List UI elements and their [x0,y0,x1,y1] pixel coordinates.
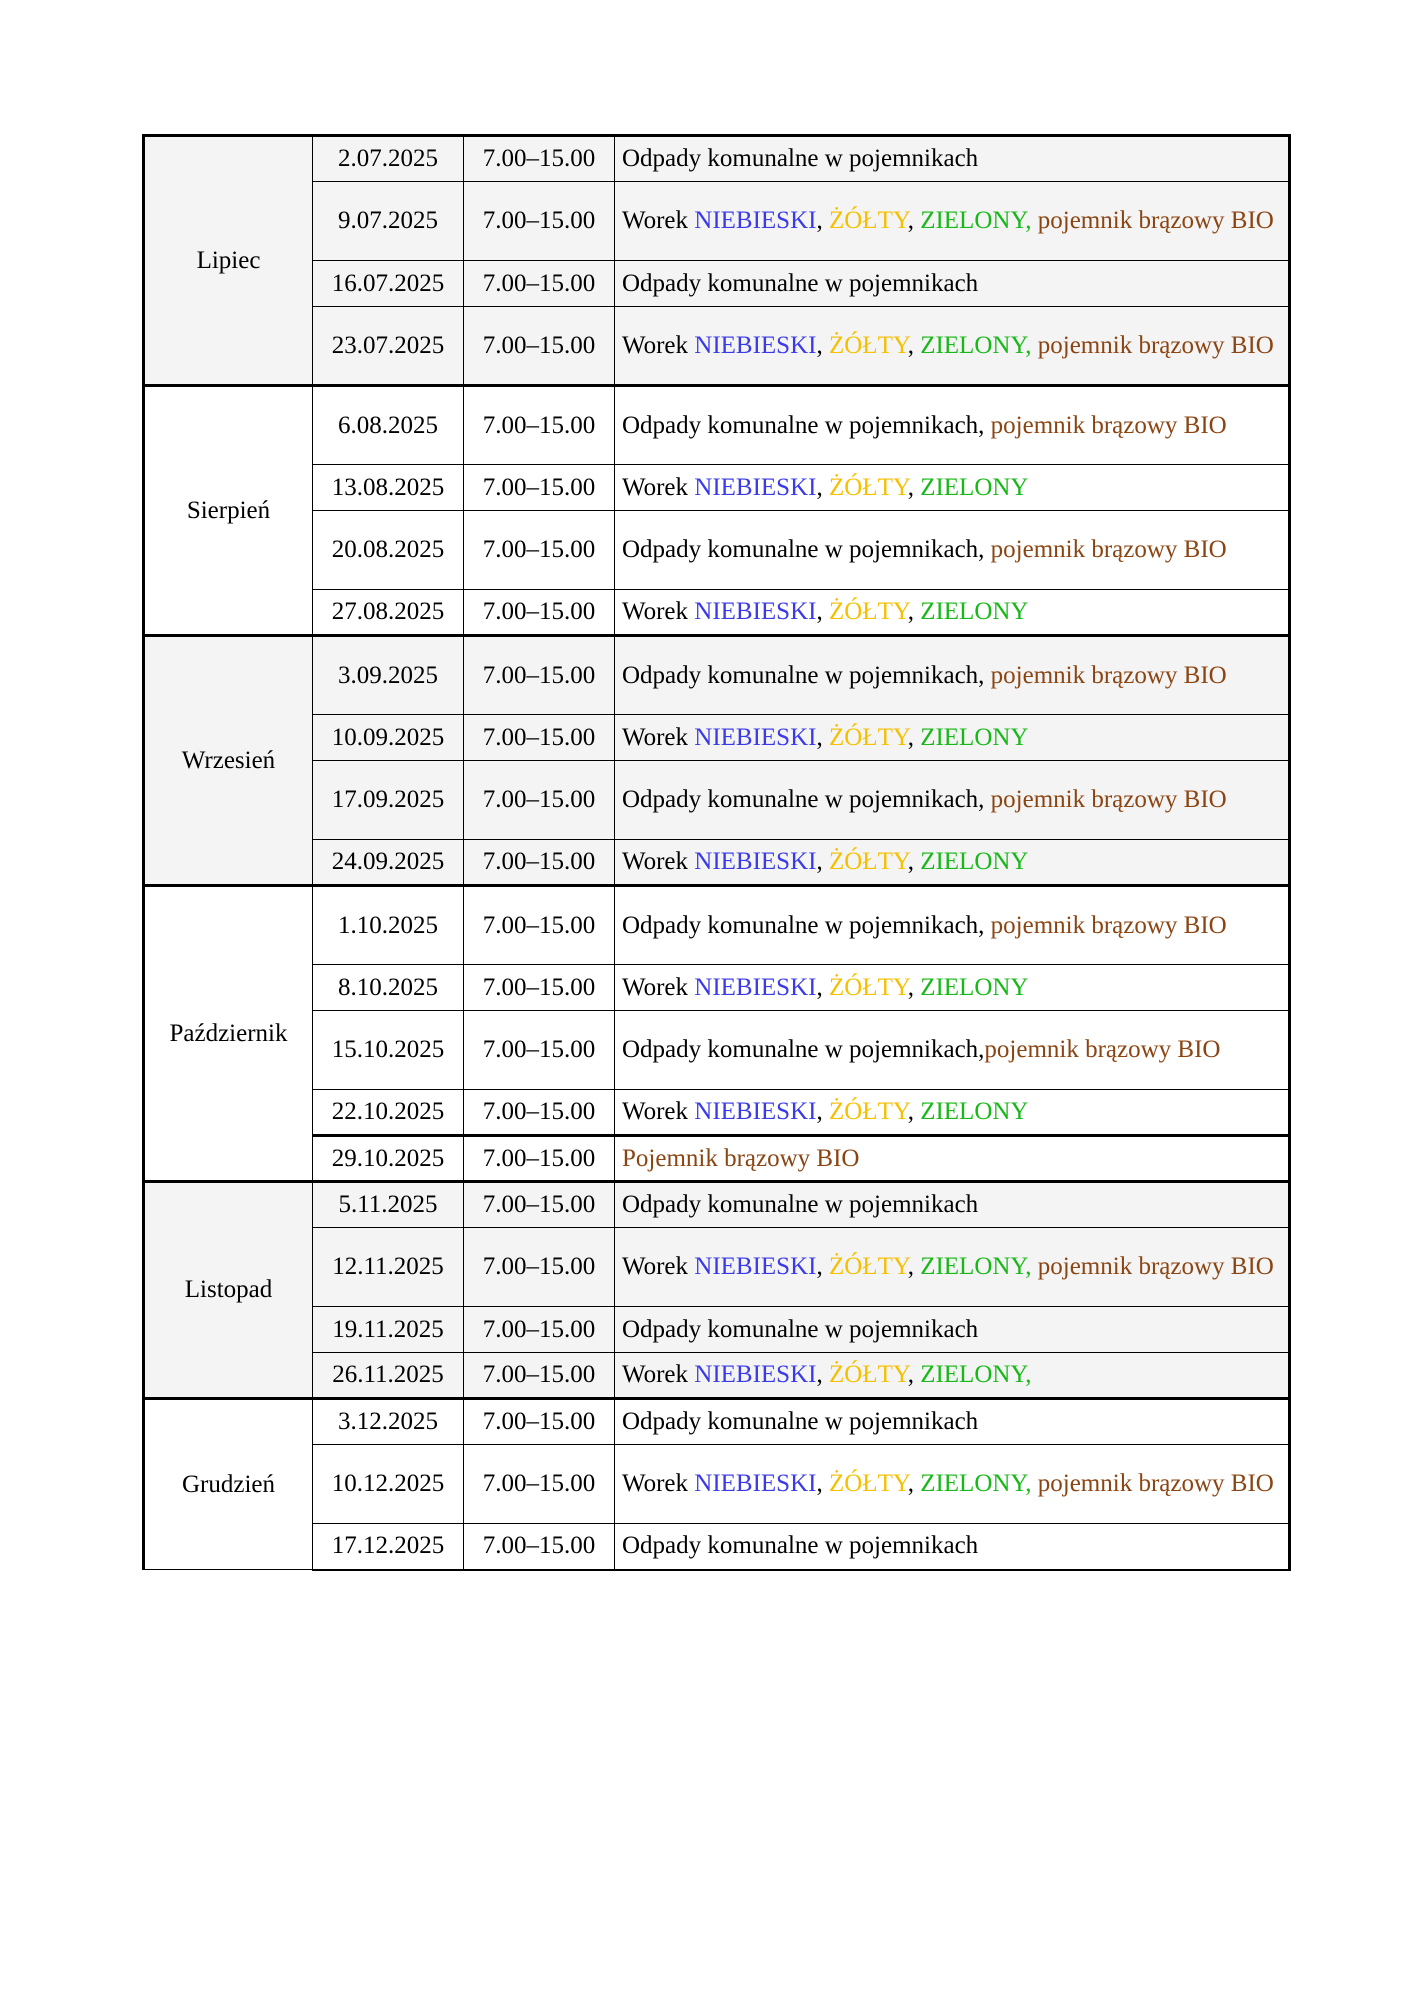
description-text: Worek [622,1253,695,1280]
month-group [144,636,1290,886]
waste-type-brazowy: pojemnik brązowy BIO [984,1036,1221,1063]
month-group [144,886,1290,1182]
description-text: , [816,331,829,359]
waste-type-niebieski: NIEBIESKI [694,848,817,875]
waste-type-żółty: ŻÓŁTY [828,473,908,501]
description-text: , [907,1253,921,1280]
collection-hours: 7.00–15.00 [464,1011,615,1090]
collection-date: 17.09.2025 [313,761,464,840]
waste-description [615,1090,1290,1136]
table-row [144,636,1290,715]
waste-type-niebieski: NIEBIESKI [694,1361,817,1388]
waste-description [615,1136,1290,1182]
description-text: Worek [622,973,695,1001]
waste-type-brazowy: Pojemnik brązowy BIO [622,1144,860,1172]
collection-schedule-table [142,134,1291,1571]
collection-hours: 7.00–15.00 [464,1090,615,1136]
description-text: Odpady komunalne w pojemnikach [622,1532,979,1560]
waste-type-niebieski: NIEBIESKI [694,973,817,1001]
collection-hours: 7.00–15.00 [464,1136,615,1182]
table-row [144,511,1290,590]
waste-type-zielony: ZIELONY [920,1098,1029,1125]
collection-date: 12.11.2025 [313,1228,464,1307]
waste-type-brazowy: pojemnik brązowy BIO [990,536,1227,563]
month-group [144,1182,1290,1399]
description-text: , [816,1361,829,1388]
month-group [144,1399,1290,1570]
table-row [144,1182,1290,1228]
description-text: , [816,1470,829,1497]
waste-description [615,1524,1290,1570]
collection-date: 10.09.2025 [313,715,464,761]
collection-hours: 7.00–15.00 [464,182,615,261]
collection-hours: 7.00–15.00 [464,840,615,886]
waste-type-niebieski: NIEBIESKI [694,598,817,625]
waste-type-brazowy: pojemnik brązowy BIO [1031,331,1274,359]
description-text: , [816,207,829,234]
waste-description [615,636,1290,715]
table-row [144,182,1290,261]
description-text: Odpady komunalne w pojemnikach [622,269,979,297]
waste-type-niebieski: NIEBIESKI [694,1253,817,1280]
waste-type-zielony: ZIELONY, [920,331,1032,359]
description-text: Odpady komunalne w pojemnikach [622,145,979,172]
description-text: Odpady komunalne w pojemnikach, [622,661,991,689]
waste-type-zielony: ZIELONY [920,598,1029,625]
description-text: , [907,1361,921,1388]
description-text: Odpady komunalne w pojemnikach, [622,786,991,813]
waste-type-żółty: ŻÓŁTY [828,598,908,625]
description-text: , [816,723,829,751]
description-text: , [907,1098,921,1125]
collection-date: 27.08.2025 [313,590,464,636]
collection-date: 8.10.2025 [313,965,464,1011]
waste-type-brazowy: pojemnik brązowy BIO [1031,1470,1274,1497]
collection-hours: 7.00–15.00 [464,590,615,636]
waste-description [615,465,1290,511]
waste-type-żółty: ŻÓŁTY [828,207,908,234]
month-name: Październik [144,886,313,1182]
collection-date: 26.11.2025 [313,1353,464,1399]
collection-date: 6.08.2025 [313,386,464,465]
waste-description [615,261,1290,307]
table-row [144,715,1290,761]
description-text: , [907,848,921,875]
table-row [144,1307,1290,1353]
waste-type-zielony: ZIELONY [920,473,1029,501]
waste-type-żółty: ŻÓŁTY [828,723,908,751]
waste-description [615,136,1290,182]
description-text: , [816,473,829,501]
description-text: , [816,1098,829,1125]
collection-date: 10.12.2025 [313,1445,464,1524]
waste-type-niebieski: NIEBIESKI [694,723,817,751]
description-text: Odpady komunalne w pojemnikach [622,1191,979,1218]
collection-date: 20.08.2025 [313,511,464,590]
description-text: , [907,207,921,234]
description-text: Odpady komunalne w pojemnikach, [622,1036,985,1063]
waste-description [615,761,1290,840]
table-row [144,886,1290,965]
description-text: Worek [622,598,695,625]
waste-description [615,886,1290,965]
waste-description [615,1307,1290,1353]
table-row [144,965,1290,1011]
description-text: Odpady komunalne w pojemnikach, [622,911,991,939]
collection-hours: 7.00–15.00 [464,1182,615,1228]
waste-type-brazowy: pojemnik brązowy BIO [990,786,1227,813]
description-text: Odpady komunalne w pojemnikach, [622,411,991,439]
collection-date: 2.07.2025 [313,136,464,182]
waste-type-niebieski: NIEBIESKI [694,207,817,234]
waste-description [615,965,1290,1011]
collection-hours: 7.00–15.00 [464,261,615,307]
waste-type-brazowy: pojemnik brązowy BIO [1031,207,1274,234]
description-text: Odpady komunalne w pojemnikach [622,1408,979,1435]
waste-type-brazowy: pojemnik brązowy BIO [990,411,1227,439]
waste-description [615,1445,1290,1524]
collection-date: 19.11.2025 [313,1307,464,1353]
collection-hours: 7.00–15.00 [464,465,615,511]
waste-description [615,1228,1290,1307]
table-row [144,136,1290,182]
waste-type-brazowy: pojemnik brązowy BIO [990,661,1227,689]
waste-type-niebieski: NIEBIESKI [694,1098,817,1125]
waste-type-zielony: ZIELONY, [920,1470,1032,1497]
month-group [144,386,1290,636]
description-text: Worek [622,331,695,359]
waste-type-niebieski: NIEBIESKI [694,473,817,501]
table-row [144,761,1290,840]
month-name: Grudzień [144,1399,313,1570]
description-text: Worek [622,1470,695,1497]
collection-hours: 7.00–15.00 [464,1399,615,1445]
collection-hours: 7.00–15.00 [464,386,615,465]
description-text: , [907,331,921,359]
collection-hours: 7.00–15.00 [464,307,615,386]
table-row [144,1011,1290,1090]
waste-description [615,840,1290,886]
description-text: Worek [622,1361,695,1388]
waste-type-niebieski: NIEBIESKI [694,331,817,359]
table-row [144,1136,1290,1182]
waste-type-zielony: ZIELONY [920,848,1029,875]
waste-type-żółty: ŻÓŁTY [828,331,908,359]
collection-date: 22.10.2025 [313,1090,464,1136]
collection-date: 24.09.2025 [313,840,464,886]
description-text: , [907,598,921,625]
table-row [144,1090,1290,1136]
table-row [144,307,1290,386]
collection-hours: 7.00–15.00 [464,1445,615,1524]
table-row [144,1353,1290,1399]
collection-date: 5.11.2025 [313,1182,464,1228]
month-name: Sierpień [144,386,313,636]
waste-description [615,1353,1290,1399]
collection-date: 3.12.2025 [313,1399,464,1445]
collection-date: 3.09.2025 [313,636,464,715]
description-text: , [816,1253,829,1280]
waste-description [615,715,1290,761]
table-row [144,1445,1290,1524]
description-text: Odpady komunalne w pojemnikach [622,1315,979,1343]
collection-hours: 7.00–15.00 [464,1228,615,1307]
description-text: , [907,973,921,1001]
description-text: , [907,473,921,501]
collection-hours: 7.00–15.00 [464,886,615,965]
waste-description [615,307,1290,386]
waste-description [615,182,1290,261]
collection-date: 16.07.2025 [313,261,464,307]
waste-type-żółty: ŻÓŁTY [828,973,908,1001]
description-text: , [816,848,829,875]
description-text: Odpady komunalne w pojemnikach, [622,536,991,563]
month-name: Wrzesień [144,636,313,886]
table-row [144,386,1290,465]
waste-type-żółty: ŻÓŁTY [828,1098,908,1125]
description-text: , [816,598,829,625]
waste-description [615,590,1290,636]
table-row [144,261,1290,307]
collection-date: 9.07.2025 [313,182,464,261]
waste-type-zielony: ZIELONY, [920,207,1032,234]
waste-description [615,1399,1290,1445]
collection-date: 15.10.2025 [313,1011,464,1090]
table-row [144,465,1290,511]
description-text: , [907,723,921,751]
collection-hours: 7.00–15.00 [464,511,615,590]
collection-hours: 7.00–15.00 [464,965,615,1011]
collection-hours: 7.00–15.00 [464,1353,615,1399]
collection-hours: 7.00–15.00 [464,761,615,840]
waste-type-żółty: ŻÓŁTY [828,1470,908,1497]
month-group [144,136,1290,386]
collection-hours: 7.00–15.00 [464,1307,615,1353]
collection-hours: 7.00–15.00 [464,715,615,761]
description-text: Worek [622,207,695,234]
collection-date: 29.10.2025 [313,1136,464,1182]
waste-type-żółty: ŻÓŁTY [828,848,908,875]
description-text: Worek [622,723,695,751]
waste-type-niebieski: NIEBIESKI [694,1470,817,1497]
waste-description [615,1182,1290,1228]
table-row [144,840,1290,886]
description-text: Worek [622,473,695,501]
waste-type-brazowy: pojemnik brązowy BIO [1031,1253,1274,1280]
waste-type-zielony: ZIELONY, [920,1253,1032,1280]
waste-type-zielony: ZIELONY, [920,1361,1032,1388]
waste-type-żółty: ŻÓŁTY [828,1253,908,1280]
table-row [144,1524,1290,1570]
waste-type-zielony: ZIELONY [920,973,1029,1001]
collection-date: 23.07.2025 [313,307,464,386]
waste-type-żółty: ŻÓŁTY [828,1361,908,1388]
waste-description [615,1011,1290,1090]
table-row [144,1228,1290,1307]
description-text: , [907,1470,921,1497]
table-row [144,590,1290,636]
description-text: , [816,973,829,1001]
collection-hours: 7.00–15.00 [464,136,615,182]
waste-type-zielony: ZIELONY [920,723,1029,751]
collection-date: 17.12.2025 [313,1524,464,1570]
collection-hours: 7.00–15.00 [464,636,615,715]
waste-description [615,511,1290,590]
month-name: Lipiec [144,136,313,386]
collection-hours: 7.00–15.00 [464,1524,615,1570]
month-name: Listopad [144,1182,313,1399]
collection-date: 13.08.2025 [313,465,464,511]
table-row [144,1399,1290,1445]
waste-type-brazowy: pojemnik brązowy BIO [990,911,1227,939]
waste-description [615,386,1290,465]
collection-date: 1.10.2025 [313,886,464,965]
description-text: Worek [622,1098,695,1125]
description-text: Worek [622,848,695,875]
